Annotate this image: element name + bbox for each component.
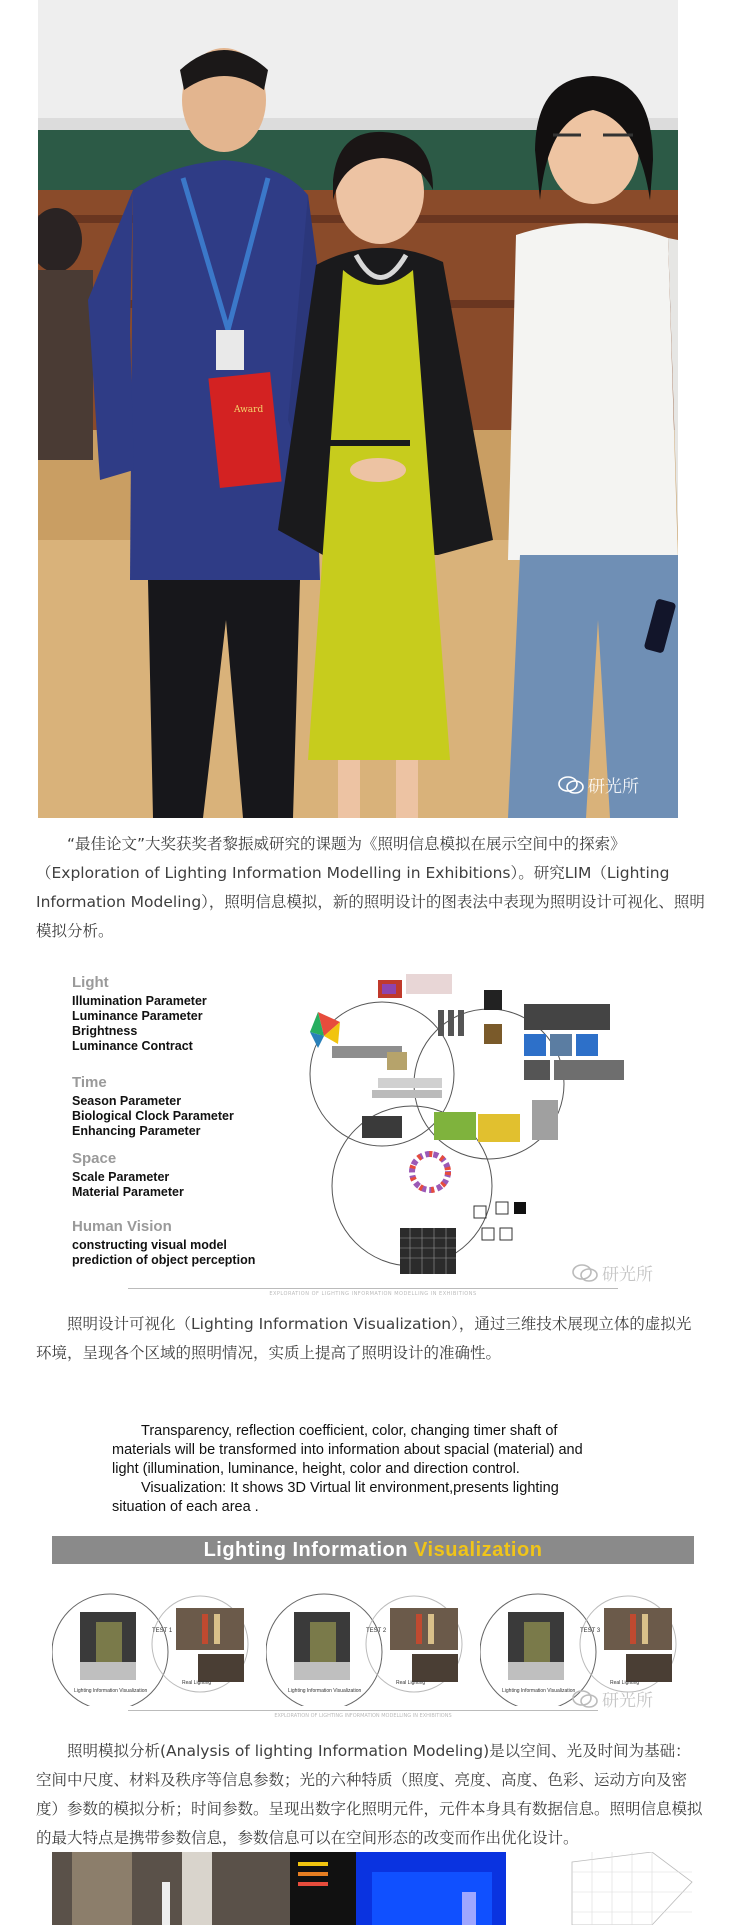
figure2-watermark: 研光所 (572, 1686, 653, 1711)
visualization-caption: Lighting Information Visualization (288, 1688, 362, 1694)
parameter-item: Brightness (72, 1024, 138, 1038)
figure2-banner: Lighting Information Visualization (52, 1536, 694, 1564)
real-lighting-caption: Real Lighting (396, 1680, 426, 1686)
parameter-item: Luminance Parameter (72, 1009, 203, 1023)
quote-line-2: Visualization: It shows 3D Virtual lit environment,presents lighting situation of each area . (112, 1480, 559, 1515)
test-panel-art (52, 1566, 266, 1706)
test-panel (480, 1566, 694, 1706)
quote-line-1: Transparency, reflection coefficient, color, changing timer shaft of materials will be transformed into information about spacial (material) and light (illumination, luminance, height, color and direction control. (112, 1423, 583, 1477)
parameter-item: Illumination Parameter (72, 994, 207, 1008)
visualization-quote (112, 1422, 612, 1517)
wechat-icon (572, 1263, 598, 1283)
test-panel-art (266, 1566, 480, 1706)
wechat-icon (572, 1689, 598, 1709)
simulation-images (52, 1852, 694, 1925)
photo-watermark: 研光所 (558, 772, 639, 797)
group-heading: Time (72, 1074, 107, 1091)
real-lighting-caption: Real Lighting (182, 1680, 212, 1686)
group-heading: Light (72, 974, 109, 991)
parameter-item: Biological Clock Parameter (72, 1109, 234, 1123)
test-label: TEST 2 (366, 1628, 387, 1634)
test-panel (52, 1566, 266, 1706)
visualization-caption: Lighting Information Visualization (502, 1688, 576, 1694)
visualization-caption: Lighting Information Visualization (74, 1688, 148, 1694)
visualization-figure (52, 1536, 694, 1719)
test-label: TEST 1 (152, 1628, 173, 1634)
award-photo (38, 0, 678, 818)
parameter-item: Enhancing Parameter (72, 1124, 201, 1138)
test-panel-art (480, 1566, 694, 1706)
parameter-item: Luminance Contract (72, 1039, 193, 1053)
visualization-paragraph: 照明设计可视化（Lighting Information Visualization），通过三维技术展现立体的虚拟光环境，呈现各个区域的照明情况，实质上提高了照明设计的准确性。 (36, 1315, 692, 1362)
parameter-item: constructing visual model (72, 1238, 227, 1252)
parameter-item: Scale Parameter (72, 1170, 170, 1184)
lim-parameters-figure (62, 966, 672, 1296)
venn-diagram (62, 966, 672, 1288)
figure1-watermark: 研光所 (572, 1260, 653, 1285)
parameter-item: prediction of object perception (72, 1253, 256, 1267)
real-lighting-caption: Real Lighting (610, 1680, 640, 1686)
test-label: TEST 3 (580, 1628, 601, 1634)
wechat-icon (558, 775, 584, 795)
simulation-image-strip (52, 1852, 694, 1925)
award-photo-illustration (38, 0, 678, 818)
group-heading: Human Vision (72, 1218, 172, 1235)
parameter-item: Material Parameter (72, 1185, 184, 1199)
analysis-paragraph: 照明模拟分析(Analysis of lighting Information Modeling)是以空间、光及时间为基础：空间中尺度、材料及秩序等信息参数；光的六种特质（照度、亮度、高度、色彩、运动方向及密度）参数的模拟分析；时间参数。呈现出数字化照明元件，元件本身具有数据信息。照明信息模拟的最大特点是携带参数信息，参数信息可以在空间形态的改变而作出优化设计。 (36, 1742, 703, 1847)
parameter-item: Season Parameter (72, 1094, 182, 1108)
figure1-footer: EXPLORATION OF LIGHTING INFORMATION MODELLING IN EXHIBITIONS (128, 1288, 618, 1297)
certificate-text: Award (234, 405, 264, 415)
intro-paragraph: “最佳论文”大奖获奖者黎振威研究的课题为《照明信息模拟在展示空间中的探索》（Exploration of Lighting Information Modelling in Exhibitions）。研究LIM（Lighting Information Modeling），照明信息模拟，新的照明设计的图表法中表现为照明设计可视化、照明模拟分析。 (36, 835, 705, 940)
figure2-footer: EXPLORATION OF LIGHTING INFORMATION MODELLING IN EXHIBITIONS (128, 1710, 598, 1719)
group-heading: Space (72, 1150, 117, 1167)
test-panel (266, 1566, 480, 1706)
